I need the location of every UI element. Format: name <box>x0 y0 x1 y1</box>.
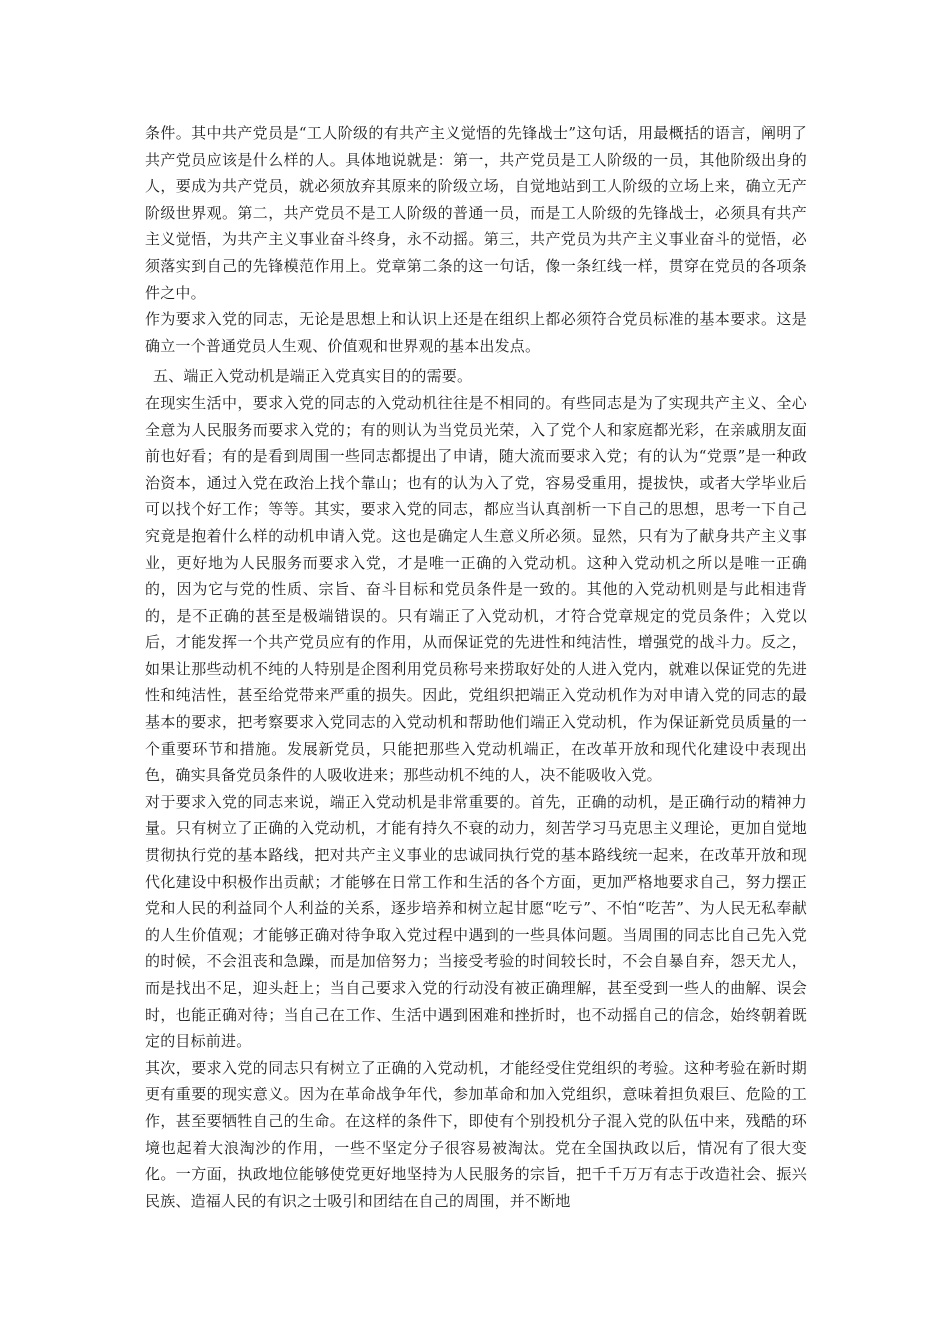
section-heading-five: 五、端正入党动机是端正入党真实目的的需要。 <box>153 367 473 386</box>
paragraph-test: 其次，要求入党的同志只有树立了正确的入党动机，才能经受住党组织的考验。这种考验在新时期更有重要的现实意义。因为在革命战争年代，参加革命和加入党组织，意味着担负艰巨、危险的工作，甚至要牺牲自己的生命。在这样的条件下，即使有个别投机分子混入党的队伍中来，残酷的环境也起着大浪淘沙的作用，一些不坚定分子很容易被淘汰。党在全国执政以后，情况有了很大变化。一方面，执政地位能够使党更好地坚持为人民服务的宗旨，把千千万万有志于改造社会、振兴民族、造福人民的有识之士吸引和团结在自己的周围，并不断地 <box>145 1058 807 1210</box>
paragraph-importance: 对于要求入党的同志来说，端正入党动机是非常重要的。首先，正确的动机，是正确行动的精神力量。只有树立了正确的入党动机，才能有持久不衰的动力，刻苦学习马克思主义理论，更加自觉地贯彻执行党的基本路线，把对共产主义事业的忠诚同执行党的基本路线统一起来，在改革开放和现代化建设中积极作出贡献；才能够在日常工作和生活的各个方面，更加严格地要求自己，努力摆正党和人民的利益同个人利益的关系，逐步培养和树立起甘愿“吃亏”、不怕“吃苦”、为人民无私奉献的人生价值观；才能够正确对待争取入党过程中遇到的一些具体问题。当周围的同志比自己先入党的时候，不会沮丧和急躁，而是加倍努力；当接受考验的时间较长时，不会自暴自弃，怨天尤人，而是找出不足，迎头赶上；当自己要求入党的行动没有被正确理解，甚至受到一些人的曲解、误会时，也能正确对待；当自己在工作、生活中遇到困难和挫折时，也不动摇自己的信念，始终朝着既定的目标前进。 <box>145 792 807 1051</box>
paragraph-member-standard: 作为要求入党的同志，无论是思想上和认识上还是在组织上都必须符合党员标准的基本要求。这是确立一个普通党员人生观、价值观和世界观的基本出发点。 <box>145 310 807 355</box>
paragraph-party-member-definition: 条件。其中共产党员是“工人阶级的有共产主义觉悟的先锋战士”这句话，用最概括的语言，阐明了共产党员应该是什么样的人。具体地说就是：第一，共产党员是工人阶级的一员，其他阶级出身的人，要成为共产党员，就必须放弃其原来的阶级立场，自觉地站到工人阶级的立场上来，确立无产阶级世界观。第二，共产党员不是工人阶级的普通一员，而是工人阶级的先锋战士，必须具有共产主义觉悟，为共产主义事业奋斗终身，永不动摇。第三，共产党员为共产主义事业奋斗的觉悟，必须落实到自己的先锋模范作用上。党章第二条的这一句话，像一条红线一样，贯穿在党员的各项条件之中。 <box>145 124 807 302</box>
paragraph-motives: 在现实生活中，要求入党的同志的入党动机往往是不相同的。有些同志是为了实现共产主义、全心全意为人民服务而要求入党的；有的则认为当党员光荣，入了党个人和家庭都光彩，在亲戚朋友面前也好看；有的是看到周围一些同志都提出了申请，随大流而要求入党；有的认为“党票”是一种政治资本，通过入党在政治上找个靠山；也有的认为入了党，容易受重用，提拔快，或者大学毕业后可以找个好工作；等等。其实，要求入党的同志，都应当认真剖析一下自己的思想，思考一下自己究竟是抱着什么样的动机申请入党。这也是确定人生意义所必须。显然，只有为了献身共产主义事业，更好地为人民服务而要求入党，才是唯一正确的入党动机。这种入党动机之所以是唯一正确的，因为它与党的性质、宗旨、奋斗目标和党员条件是一致的。其他的入党动机则是与此相违背的，是不正确的甚至是极端错误的。只有端正了入党动机，才符合党章规定的党员条件；入党以后，才能发挥一个共产党员应有的作用，从而保证党的先进性和纯洁性，增强党的战斗力。反之，如果让那些动机不纯的人特别是企图利用党员称号来捞取好处的人进入党内，就难以保证党的先进性和纯洁性，甚至给党带来严重的损失。因此，党组织把端正入党动机作为对申请入党的同志的最基本的要求，把考察要求入党同志的入党动机和帮助他们端正入党动机，作为保证新党员质量的一个重要环节和措施。发展新党员，只能把那些入党动机端正，在改革开放和现代化建设中表现出色，确实具备党员条件的人吸收进来；那些动机不纯的人，决不能吸收入党。 <box>145 393 807 785</box>
document-body <box>145 120 807 1214</box>
